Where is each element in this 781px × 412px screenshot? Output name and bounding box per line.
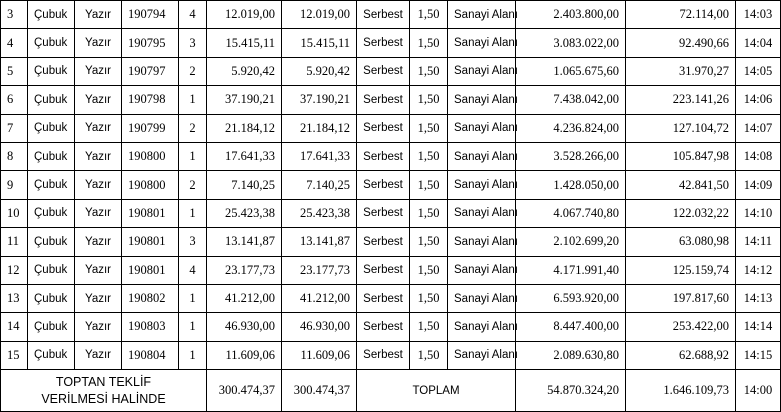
cell-row-number: 11 (1, 228, 28, 256)
cell-status: Serbest (357, 199, 410, 227)
cell-parcel-area: 7.140,25 (207, 171, 282, 199)
cell-guarantee: 92.490,66 (626, 29, 736, 57)
cell-status: Serbest (357, 256, 410, 284)
cell-tender-time: 14:12 (736, 256, 781, 284)
cell-status: Serbest (357, 228, 410, 256)
cell-row-number: 15 (1, 341, 28, 369)
cell-parcel-number: 2 (179, 171, 207, 199)
cell-parcel-number: 4 (179, 1, 207, 29)
cell-district: Çubuk (28, 29, 75, 57)
cell-status: Serbest (357, 1, 410, 29)
cell-district: Çubuk (28, 1, 75, 29)
table-row (1, 313, 781, 341)
cell-parcel-number: 1 (179, 86, 207, 114)
cell-parcel-number: 3 (179, 29, 207, 57)
cell-block-number: 190804 (122, 341, 179, 369)
cell-coefficient: 1,50 (410, 256, 448, 284)
cell-parcel-area: 21.184,12 (207, 114, 282, 142)
cell-tender-time: 14:13 (736, 284, 781, 312)
cell-neighborhood: Yazır (75, 114, 122, 142)
cell-zoning: Sanayi Alanı (448, 29, 516, 57)
table-row (1, 228, 781, 256)
cell-neighborhood: Yazır (75, 284, 122, 312)
cell-guarantee: 31.970,27 (626, 57, 736, 85)
cell-tender-time: 14:05 (736, 57, 781, 85)
cell-zoning: Sanayi Alanı (448, 142, 516, 170)
cell-block-number: 190797 (122, 57, 179, 85)
cell-neighborhood: Yazır (75, 228, 122, 256)
cell-row-number: 14 (1, 313, 28, 341)
total-area-1: 300.474,37 (207, 370, 282, 412)
cell-guarantee: 122.032,22 (626, 199, 736, 227)
cell-guarantee: 62.688,92 (626, 341, 736, 369)
cell-district: Çubuk (28, 171, 75, 199)
cell-sale-area: 37.190,21 (282, 86, 357, 114)
toplam-label: TOPLAM (357, 370, 516, 412)
cell-coefficient: 1,50 (410, 228, 448, 256)
cell-sale-area: 15.415,11 (282, 29, 357, 57)
total-time: 14:00 (736, 370, 781, 412)
cell-block-number: 190801 (122, 256, 179, 284)
cell-estimated-value: 4.067.740,80 (516, 199, 626, 227)
cell-guarantee: 127.104,72 (626, 114, 736, 142)
cell-district: Çubuk (28, 86, 75, 114)
cell-parcel-area: 46.930,00 (207, 313, 282, 341)
cell-status: Serbest (357, 341, 410, 369)
cell-district: Çubuk (28, 228, 75, 256)
cell-parcel-area: 12.019,00 (207, 1, 282, 29)
cell-neighborhood: Yazır (75, 86, 122, 114)
total-area-2: 300.474,37 (282, 370, 357, 412)
cell-sale-area: 21.184,12 (282, 114, 357, 142)
cell-coefficient: 1,50 (410, 284, 448, 312)
cell-neighborhood: Yazır (75, 341, 122, 369)
cell-guarantee: 253.422,00 (626, 313, 736, 341)
cell-parcel-number: 2 (179, 114, 207, 142)
cell-row-number: 6 (1, 86, 28, 114)
cell-parcel-number: 4 (179, 256, 207, 284)
cell-parcel-number: 1 (179, 341, 207, 369)
cell-row-number: 4 (1, 29, 28, 57)
cell-sale-area: 25.423,38 (282, 199, 357, 227)
cell-parcel-area: 5.920,42 (207, 57, 282, 85)
cell-district: Çubuk (28, 256, 75, 284)
cell-tender-time: 14:04 (736, 29, 781, 57)
cell-sale-area: 17.641,33 (282, 142, 357, 170)
cell-guarantee: 105.847,98 (626, 142, 736, 170)
cell-tender-time: 14:08 (736, 142, 781, 170)
cell-parcel-area: 41.212,00 (207, 284, 282, 312)
cell-district: Çubuk (28, 199, 75, 227)
cell-tender-time: 14:15 (736, 341, 781, 369)
cell-coefficient: 1,50 (410, 199, 448, 227)
total-value: 54.870.324,20 (516, 370, 626, 412)
cell-status: Serbest (357, 86, 410, 114)
cell-tender-time: 14:14 (736, 313, 781, 341)
cell-neighborhood: Yazır (75, 171, 122, 199)
cell-estimated-value: 1.428.050,00 (516, 171, 626, 199)
cell-estimated-value: 6.593.920,00 (516, 284, 626, 312)
cell-parcel-number: 1 (179, 142, 207, 170)
cell-row-number: 9 (1, 171, 28, 199)
cell-sale-area: 7.140,25 (282, 171, 357, 199)
cell-guarantee: 63.080,98 (626, 228, 736, 256)
cell-coefficient: 1,50 (410, 142, 448, 170)
total-label-line1: TOPTAN TEKLİF (55, 374, 152, 389)
cell-coefficient: 1,50 (410, 313, 448, 341)
cell-block-number: 190800 (122, 142, 179, 170)
cell-neighborhood: Yazır (75, 256, 122, 284)
cell-guarantee: 42.841,50 (626, 171, 736, 199)
cell-coefficient: 1,50 (410, 171, 448, 199)
cell-parcel-area: 37.190,21 (207, 86, 282, 114)
cell-district: Çubuk (28, 313, 75, 341)
cell-estimated-value: 8.447.400,00 (516, 313, 626, 341)
cell-parcel-area: 15.415,11 (207, 29, 282, 57)
cell-district: Çubuk (28, 57, 75, 85)
cell-zoning: Sanayi Alanı (448, 313, 516, 341)
cell-block-number: 190795 (122, 29, 179, 57)
cell-estimated-value: 7.438.042,00 (516, 86, 626, 114)
cell-zoning: Sanayi Alanı (448, 114, 516, 142)
cell-sale-area: 11.609,06 (282, 341, 357, 369)
total-label (1, 370, 207, 412)
cell-block-number: 190801 (122, 228, 179, 256)
cell-row-number: 10 (1, 199, 28, 227)
cell-parcel-number: 1 (179, 199, 207, 227)
cell-row-number: 5 (1, 57, 28, 85)
cell-sale-area: 5.920,42 (282, 57, 357, 85)
cell-neighborhood: Yazır (75, 1, 122, 29)
cell-zoning: Sanayi Alanı (448, 1, 516, 29)
cell-guarantee: 223.141,26 (626, 86, 736, 114)
cell-zoning: Sanayi Alanı (448, 284, 516, 312)
cell-tender-time: 14:11 (736, 228, 781, 256)
cell-row-number: 13 (1, 284, 28, 312)
cell-block-number: 190801 (122, 199, 179, 227)
cell-sale-area: 41.212,00 (282, 284, 357, 312)
cell-status: Serbest (357, 171, 410, 199)
table-row (1, 199, 781, 227)
cell-coefficient: 1,50 (410, 57, 448, 85)
cell-district: Çubuk (28, 284, 75, 312)
cell-parcel-area: 23.177,73 (207, 256, 282, 284)
cell-tender-time: 14:06 (736, 86, 781, 114)
cell-status: Serbest (357, 313, 410, 341)
cell-zoning: Sanayi Alanı (448, 256, 516, 284)
cell-status: Serbest (357, 57, 410, 85)
cell-block-number: 190802 (122, 284, 179, 312)
cell-coefficient: 1,50 (410, 29, 448, 57)
cell-guarantee: 125.159,74 (626, 256, 736, 284)
cell-zoning: Sanayi Alanı (448, 341, 516, 369)
cell-zoning: Sanayi Alanı (448, 228, 516, 256)
cell-tender-time: 14:09 (736, 171, 781, 199)
cell-district: Çubuk (28, 114, 75, 142)
cell-block-number: 190800 (122, 171, 179, 199)
cell-sale-area: 23.177,73 (282, 256, 357, 284)
cell-sale-area: 12.019,00 (282, 1, 357, 29)
table-body (1, 1, 781, 370)
cell-parcel-area: 25.423,38 (207, 199, 282, 227)
cell-status: Serbest (357, 114, 410, 142)
table-row (1, 171, 781, 199)
cell-neighborhood: Yazır (75, 57, 122, 85)
cell-parcel-area: 17.641,33 (207, 142, 282, 170)
cell-guarantee: 72.114,00 (626, 1, 736, 29)
cell-sale-area: 13.141,87 (282, 228, 357, 256)
table-row (1, 1, 781, 29)
cell-block-number: 190803 (122, 313, 179, 341)
cell-tender-time: 14:03 (736, 1, 781, 29)
cell-zoning: Sanayi Alanı (448, 86, 516, 114)
cell-coefficient: 1,50 (410, 1, 448, 29)
cell-parcel-number: 1 (179, 313, 207, 341)
cell-neighborhood: Yazır (75, 29, 122, 57)
cell-row-number: 8 (1, 142, 28, 170)
table-row (1, 256, 781, 284)
cell-estimated-value: 2.089.630,80 (516, 341, 626, 369)
cell-estimated-value: 4.171.991,40 (516, 256, 626, 284)
cell-tender-time: 14:10 (736, 199, 781, 227)
cell-parcel-number: 1 (179, 284, 207, 312)
cell-parcel-area: 11.609,06 (207, 341, 282, 369)
cell-neighborhood: Yazır (75, 142, 122, 170)
cell-zoning: Sanayi Alanı (448, 57, 516, 85)
cell-neighborhood: Yazır (75, 199, 122, 227)
total-guarantee: 1.646.109,73 (626, 370, 736, 412)
cell-zoning: Sanayi Alanı (448, 199, 516, 227)
table-row (1, 142, 781, 170)
cell-coefficient: 1,50 (410, 341, 448, 369)
cell-district: Çubuk (28, 142, 75, 170)
cell-block-number: 190794 (122, 1, 179, 29)
cell-sale-area: 46.930,00 (282, 313, 357, 341)
cell-status: Serbest (357, 29, 410, 57)
cell-coefficient: 1,50 (410, 86, 448, 114)
cell-row-number: 12 (1, 256, 28, 284)
table-row (1, 341, 781, 369)
cell-parcel-area: 13.141,87 (207, 228, 282, 256)
table-row (1, 86, 781, 114)
cell-district: Çubuk (28, 341, 75, 369)
table-row (1, 114, 781, 142)
cell-estimated-value: 2.403.800,00 (516, 1, 626, 29)
cell-parcel-number: 3 (179, 228, 207, 256)
cell-row-number: 7 (1, 114, 28, 142)
cell-neighborhood: Yazır (75, 313, 122, 341)
cell-guarantee: 197.817,60 (626, 284, 736, 312)
total-row (1, 370, 781, 412)
cell-estimated-value: 3.528.266,00 (516, 142, 626, 170)
cell-parcel-number: 2 (179, 57, 207, 85)
table-row (1, 29, 781, 57)
cell-estimated-value: 4.236.824,00 (516, 114, 626, 142)
cell-status: Serbest (357, 142, 410, 170)
cell-estimated-value: 2.102.699,20 (516, 228, 626, 256)
cell-block-number: 190798 (122, 86, 179, 114)
cell-tender-time: 14:07 (736, 114, 781, 142)
cell-zoning: Sanayi Alanı (448, 171, 516, 199)
cell-estimated-value: 1.065.675,60 (516, 57, 626, 85)
cell-block-number: 190799 (122, 114, 179, 142)
total-label-line2: VERİLMESİ HALİNDE (41, 391, 166, 406)
table-row (1, 284, 781, 312)
table-row (1, 57, 781, 85)
cell-status: Serbest (357, 284, 410, 312)
cell-coefficient: 1,50 (410, 114, 448, 142)
cell-estimated-value: 3.083.022,00 (516, 29, 626, 57)
cell-row-number: 3 (1, 1, 28, 29)
